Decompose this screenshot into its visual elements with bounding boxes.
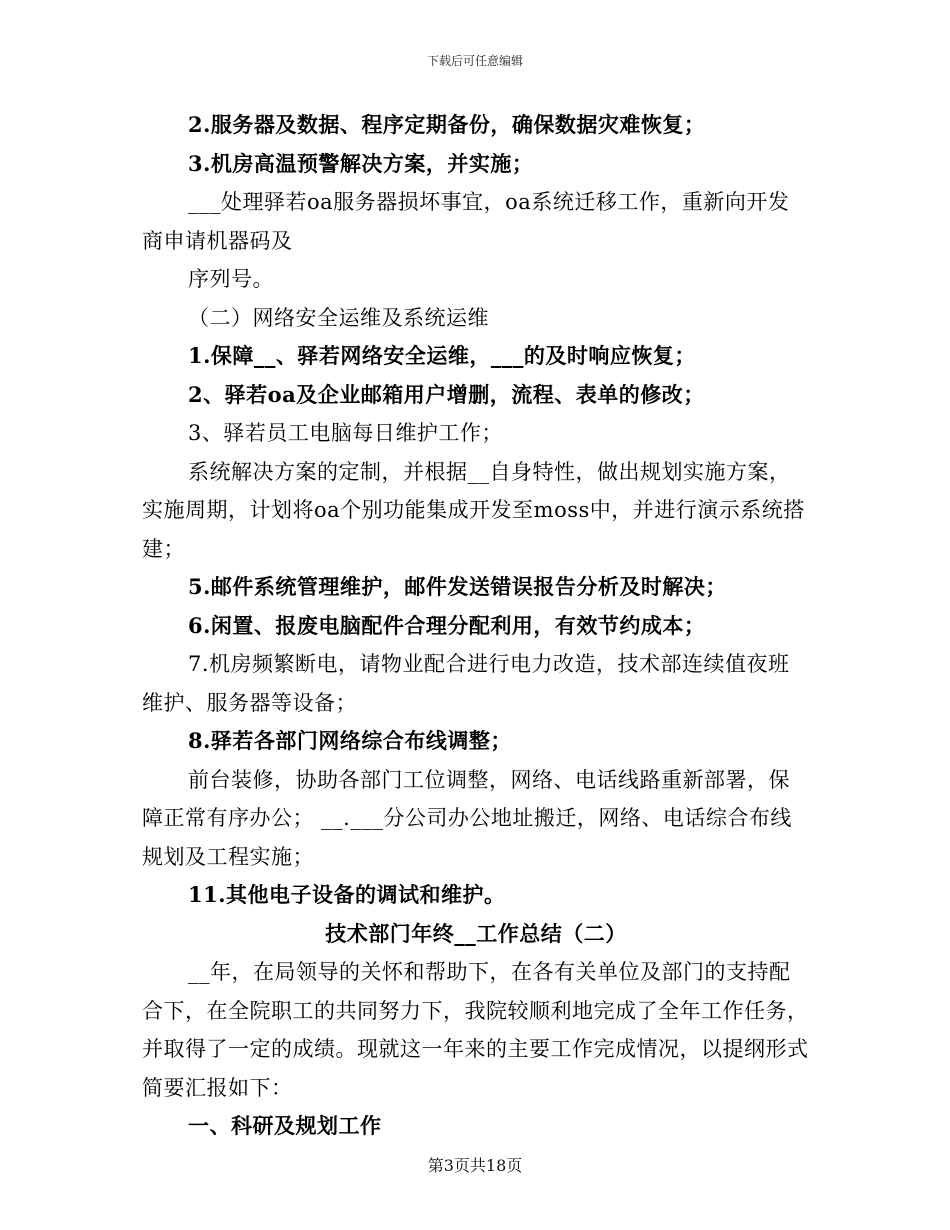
paragraph: 7.机房频繁断电，请物业配合进行电力改造，技术部连续值夜班维护、服务器等设备； [142, 652, 790, 715]
paragraph: __年，在局领导的关怀和帮助下，在各有关单位及部门的支持配合下，在全院职工的共同努力下，我院较顺利地完成了全年工作任务，并取得了一定的成绩。现就这一年来的主要工作完成情况，以提纲形式简要汇报如下： [142, 960, 809, 1100]
paragraph: 2.服务器及数据、程序定期备份，确保数据灾难恢复； [188, 112, 706, 137]
paragraph: 2、驿若oa及企业邮箱用户增删，流程、表单的修改； [188, 381, 705, 407]
paragraph: 8.驿若各部门网络综合布线调整； [188, 728, 512, 753]
paragraph: 序列号。 [188, 267, 274, 291]
page-header: 下载后可任意编辑 [426, 54, 523, 68]
paragraph: 11.其他电子设备的调试和维护。 [188, 882, 506, 907]
page-footer: 第3页共18页 [427, 1156, 523, 1175]
paragraph: 6.闲置、报废电脑配件合理分配利用，有效节约成本； [188, 612, 706, 638]
paragraph: 1.保障__、驿若网络安全运维，___的及时响应恢复； [188, 343, 696, 368]
paragraph: 前台装修，协助各部门工位调整，网络、电话线路重新部署，保障正常有序办公； __.___分公司办公地址搬迁，网络、电话综合布线规划及工程实施； [142, 767, 792, 869]
paragraph: 3、驿若员工电脑每日维护工作； [188, 421, 503, 445]
section-heading: （二）网络安全运维及系统运维 [188, 305, 489, 330]
paragraph: ___处理驿若oa服务器损坏事宜，oa系统迁移工作，重新向开发商申请机器码及 [142, 190, 790, 253]
paragraph: 系统解决方案的定制，并根据__自身特性，做出规划实施方案，实施周期，计划将oa个别功能集成开发至moss中，并进行演示系统搭建； [142, 459, 805, 561]
paragraph: 5.邮件系统管理维护，邮件发送错误报告分析及时解决； [188, 574, 727, 599]
document-body [142, 106, 810, 1146]
document-title: 技术部门年终__工作总结（二） [325, 920, 627, 946]
section-heading: 一、科研及规划工作 [188, 1113, 382, 1138]
paragraph: 3.机房高温预警解决方案，并实施； [188, 150, 534, 176]
